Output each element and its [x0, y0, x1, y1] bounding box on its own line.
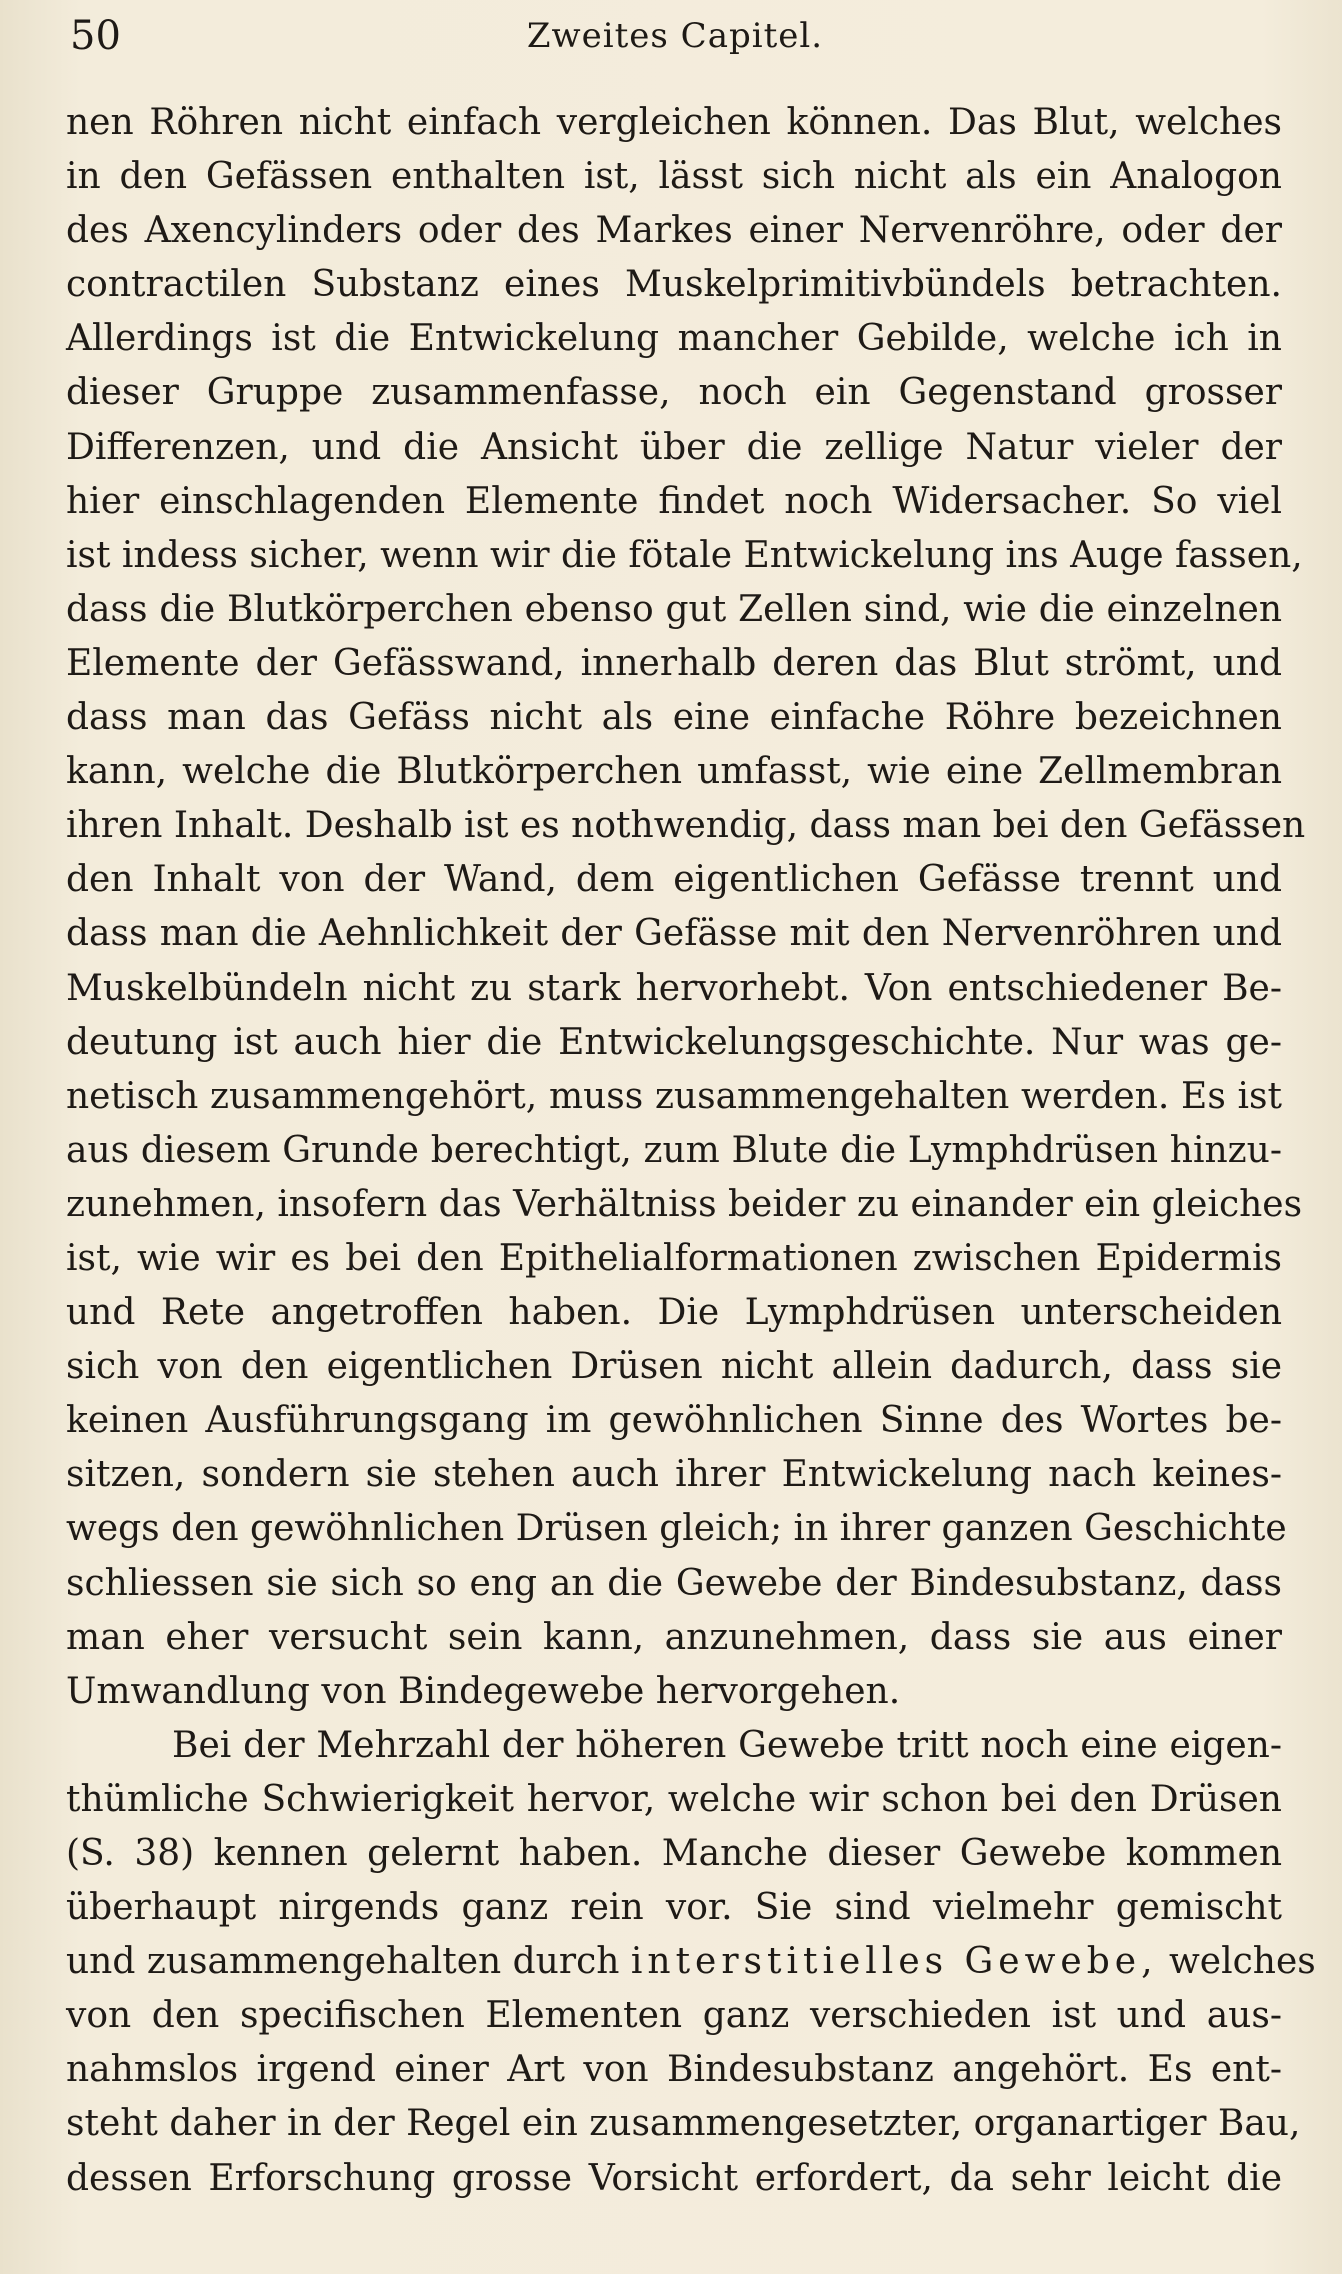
text-line: kann, welche die Blutkörperchen umfasst, wie eine Zellmembran	[66, 751, 1282, 793]
text-line: Allerdings ist die Entwickelung mancher Gebilde, welche ich in	[66, 318, 1282, 360]
text-line: steht daher in der Regel ein zusammengesetzter, organartiger Bau,	[66, 2103, 1301, 2145]
text-line: ist indess sicher, wenn wir die fötale Entwickelung ins Auge fassen,	[66, 534, 1303, 576]
text-line: sich von den eigentlichen Drüsen nicht allein dadurch, dass sie	[66, 1346, 1282, 1388]
text-line: keinen Ausführungsgang im gewöhnlichen Sinne des Wortes be-	[66, 1400, 1282, 1442]
text-line: dessen Erforschung grosse Vorsicht erfordert, da sehr leicht die	[66, 2157, 1282, 2199]
text-line: netisch zusammengehört, muss zusammengehalten werden. Es ist	[66, 1075, 1282, 1117]
text-line: ihren Inhalt. Deshalb ist es nothwendig, dass man bei den Gefässen	[66, 805, 1306, 847]
text-line: nen Röhren nicht einfach vergleichen können. Das Blut, welches	[66, 102, 1282, 143]
text-line: man eher versucht sein kann, anzunehmen, dass sie aus einer	[66, 1616, 1282, 1658]
text-line: von den specifischen Elementen ganz verschieden ist und aus-	[66, 1995, 1282, 2037]
text-line: contractilen Substanz eines Muskelprimitivbündels betrachten.	[66, 264, 1282, 306]
text-line: Muskelbündeln nicht zu stark hervorhebt. Von entschiedener Be-	[66, 967, 1282, 1009]
text-line: zunehmen, insofern das Verhältniss beider zu einander ein gleiches	[66, 1183, 1303, 1225]
text-line: in den Gefässen enthalten ist, lässt sich nicht als ein Analogon	[66, 156, 1282, 198]
text-fragment: welches	[1168, 1941, 1316, 1983]
body-text	[66, 96, 1316, 2206]
text-line: Elemente der Gefässwand, innerhalb deren das Blut strömt, und	[66, 642, 1282, 684]
text-line: sitzen, sondern sie stehen auch ihrer Entwickelung nach keines-	[66, 1454, 1282, 1496]
paragraph-end-line: Umwandlung von Bindegewebe hervorgehen.	[66, 1670, 901, 1712]
emphasized-term: interstitielles Gewebe,	[630, 1941, 1158, 1983]
text-line: den Inhalt von der Wand, dem eigentlichen Gefässe trennt und	[66, 859, 1282, 901]
text-line: hier einschlagenden Elemente findet noch Widersacher. So viel	[66, 480, 1282, 522]
text-line-with-emphasis	[66, 1935, 1316, 1989]
text-line: und Rete angetroffen haben. Die Lymphdrüsen unterscheiden	[66, 1292, 1282, 1334]
page-number: 50	[70, 13, 121, 59]
text-line: nahmslos irgend einer Art von Bindesubstanz angehört. Es ent-	[66, 2049, 1282, 2091]
text-line: überhaupt nirgends ganz rein vor. Sie sind vielmehr gemischt	[66, 1887, 1282, 1929]
text-line: thümliche Schwierigkeit hervor, welche wir schon bei den Drüsen	[66, 1778, 1282, 1820]
paragraph-start-line: Bei der Mehrzahl der höheren Gewebe tritt noch eine eigen-	[172, 1724, 1282, 1766]
text-fragment: und zusammengehalten durch	[66, 1941, 620, 1983]
text-line: schliessen sie sich so eng an die Gewebe der Bindesubstanz, dass	[66, 1562, 1282, 1604]
text-line: des Axencylinders oder des Markes einer Nervenröhre, oder der	[66, 210, 1282, 252]
text-line: dieser Gruppe zusammenfasse, noch ein Gegenstand grosser	[66, 372, 1282, 414]
text-line: Differenzen, und die Ansicht über die zellige Natur vieler der	[66, 426, 1282, 468]
page-header	[70, 8, 1280, 68]
text-line: dass man die Aehnlichkeit der Gefässe mit den Nervenröhren und	[66, 913, 1282, 955]
text-line: dass man das Gefäss nicht als eine einfache Röhre bezeichnen	[66, 697, 1282, 739]
text-line: wegs den gewöhnlichen Drüsen gleich; in ihrer ganzen Geschichte	[66, 1508, 1287, 1550]
text-line: aus diesem Grunde berechtigt, zum Blute die Lymphdrüsen hinzu-	[66, 1129, 1282, 1171]
text-line: deutung ist auch hier die Entwickelungsgeschichte. Nur was ge-	[66, 1021, 1282, 1063]
text-line: ist, wie wir es bei den Epithelialformationen zwischen Epidermis	[66, 1237, 1282, 1279]
running-title: Zweites Capitel.	[526, 16, 824, 56]
text-line: (S. 38) kennen gelernt haben. Manche dieser Gewebe kommen	[66, 1833, 1282, 1874]
text-line: dass die Blutkörperchen ebenso gut Zellen sind, wie die einzelnen	[66, 588, 1282, 630]
